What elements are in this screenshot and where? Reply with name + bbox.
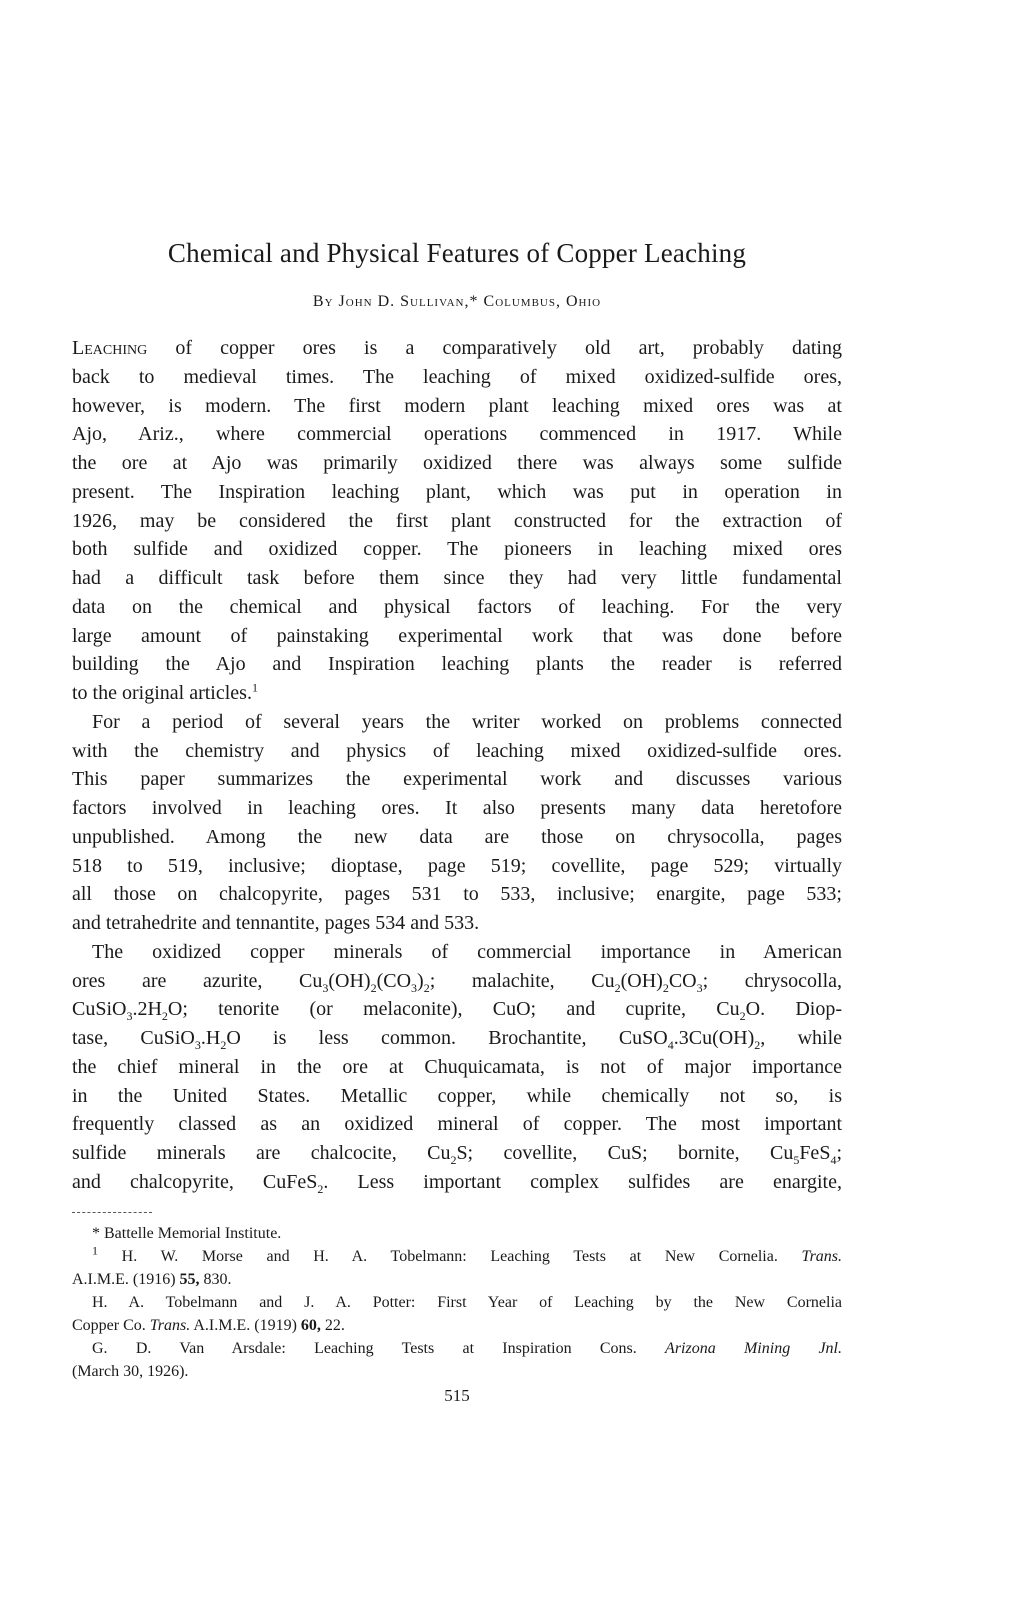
paragraph-3-line-2: ores are azurite, $Cu_3(OH)_2(CO_3)_2$; malachite, $Cu_2(OH)_2CO_3$; chrysocolla, [72, 969, 842, 995]
byline-by: By [312, 293, 334, 310]
paragraph-1-line-1: Leaching of copper ores is a comparatively old art, probably dating [72, 337, 842, 359]
paragraph-1-line-4: Ajo, Ariz., where commercial operations commenced in 1917. While [72, 423, 842, 446]
paragraph-3-line-6: in the United States. Metallic copper, while chemically not so, is [72, 1084, 842, 1107]
footnotes [72, 1222, 842, 1383]
paragraph-2-line-1: For a period of several years the writer worked on problems connected [92, 710, 842, 733]
paragraph-3-line-1: The oxidized copper minerals of commercial importance in American [92, 940, 842, 963]
paragraph-1-line-6: present. The Inspiration leaching plant, which was put in operation in [72, 480, 842, 503]
paragraph-2-line-3: This paper summarizes the experimental work and discusses various [72, 768, 842, 791]
footnote-1-line-2: A.I.M.E. (1916) 55, 830. [72, 1271, 232, 1288]
footnote-divider [72, 1212, 152, 1213]
paragraph-1-line-9: had a difficult task before them since they had very little fundamental [72, 567, 842, 589]
paragraph-2-line-4: factors involved in leaching ores. It also presents many data heretofore [72, 797, 842, 819]
paragraph-3-line-4: tase, $CuSiO_3.H_2O$ is less common. Brochantite, $CuSO_4.3Cu(OH)_2$, while [72, 1027, 842, 1052]
paragraph-2-line-8: and tetrahedrite and tennantite, pages 534 and 533. [72, 912, 480, 934]
paragraph-3-line-3: $CuSiO_3.2H_2O$; tenorite (or melaconite), CuO; and cuprite, $Cu_2O$. Diop- [72, 998, 842, 1024]
paragraph-3-line-8: sulfide minerals are chalcocite, $Cu_2S$; covellite, CuS; bornite, $Cu_5FeS_4$; [72, 1142, 842, 1167]
paragraph-1-line-2: back to medieval times. The leaching of mixed oxidized-sulfide ores, [72, 365, 842, 388]
paragraph-2-line-7: all those on chalcopyrite, pages 531 to 533, inclusive; enargite, page 533; [72, 883, 842, 906]
paragraph-3-line-9: and chalcopyrite, CuFeS$_2$. Less important complex sulfides are enargite, [72, 1170, 842, 1196]
paragraph-1-line-7: 1926, may be considered the first plant constructed for the extraction of [72, 509, 842, 532]
paper-page [72, 0, 842, 1600]
article-title: Chemical and Physical Features of Copper Leaching [167, 238, 747, 268]
paragraph-3-line-5: the chief mineral in the ore at Chuquicamata, is not of major importance [72, 1055, 842, 1078]
footnote-affiliation: * Battelle Memorial Institute. [92, 1225, 282, 1242]
paragraph-1-line-5: the ore at Ajo was primarily oxidized there was always some sulfide [72, 452, 842, 474]
paragraph-1-line-10: data on the chemical and physical factors of leaching. For the very [72, 595, 842, 618]
footnote-2-line-2: Copper Co. Trans. A.I.M.E. (1919) 60, 22. [72, 1317, 345, 1334]
paragraph-1-line-12: building the Ajo and Inspiration leaching plants the reader is referred [72, 653, 842, 676]
lead-word: Leaching [72, 337, 148, 359]
paragraph-3-line-7: frequently classed as an oxidized mineral of copper. The most important [72, 1113, 842, 1136]
paragraph-1-line-13: to the original articles.$^1$ [72, 680, 258, 704]
byline [72, 293, 842, 311]
article-body [72, 334, 842, 1197]
byline-footnote-mark: * [469, 293, 479, 310]
footnote-ref-1: 1 [251, 680, 258, 695]
paragraph-1-line-8: both sulfide and oxidized copper. The pioneers in leaching mixed ores [72, 538, 842, 561]
byline-location: Columbus, Ohio [483, 293, 602, 310]
paragraph-1-line-3: however, is modern. The first modern plant leaching mixed ores was at [72, 394, 842, 417]
footnote-2-line-1: H. A. Tobelmann and J. A. Potter: First Year of Leaching by the New Cornelia [92, 1294, 842, 1311]
paragraph-2-line-2: with the chemistry and physics of leaching mixed oxidized-sulfide ores. [72, 739, 842, 762]
footnote-1-line-1: $^1$ H. W. Morse and H. A. Tobelmann: Leaching Tests at New Cornelia. Trans. [92, 1245, 842, 1265]
footnote-3-line-2: (March 30, 1926). [72, 1363, 189, 1380]
page-number: 515 [444, 1386, 470, 1405]
paragraph-2-line-5: unpublished. Among the new data are those on chrysocolla, pages [72, 825, 842, 848]
byline-author: John D. Sullivan, [338, 293, 470, 310]
paragraph-2-line-6: 518 to 519, inclusive; dioptase, page 519; covellite, page 529; virtually [72, 854, 842, 877]
paragraph-1-line-11: large amount of painstaking experimental work that was done before [72, 624, 842, 647]
footnote-3-line-1: G. D. Van Arsdale: Leaching Tests at Inspiration Cons. Arizona Mining Jnl. [92, 1340, 842, 1357]
